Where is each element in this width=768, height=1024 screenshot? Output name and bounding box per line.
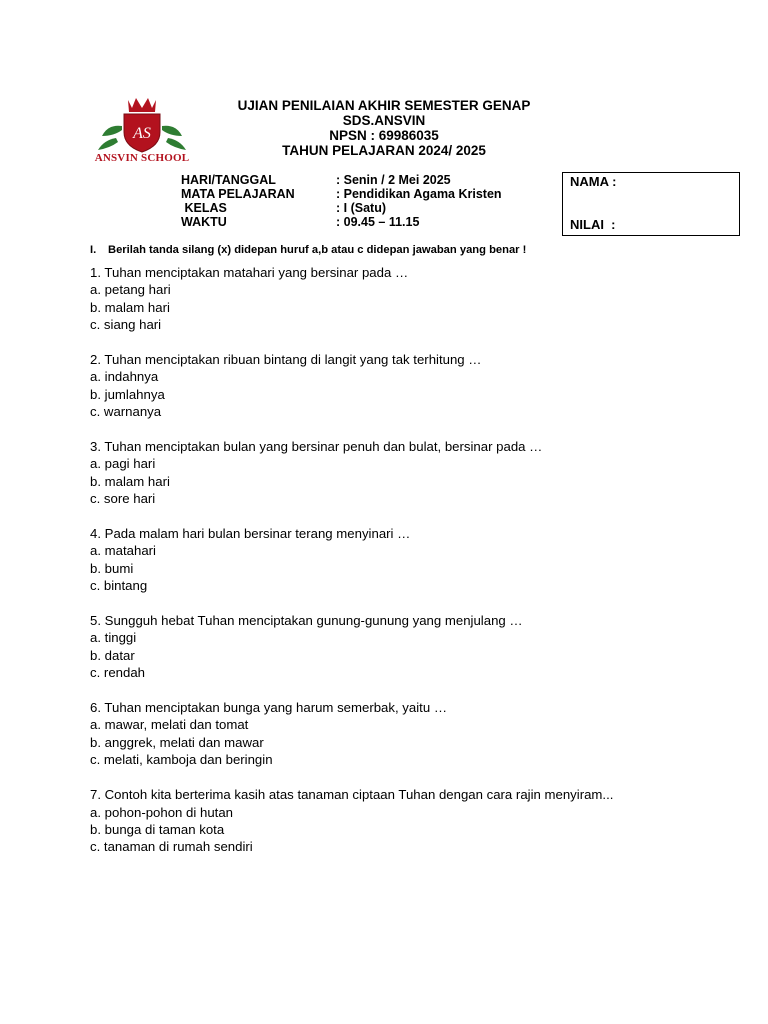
answer-option[interactable]: a. petang hari — [90, 282, 171, 298]
meta-key: KELAS — [181, 201, 227, 215]
answer-option[interactable]: c. siang hari — [90, 317, 162, 333]
answer-option[interactable]: a. pagi hari — [90, 456, 156, 472]
question — [90, 612, 678, 682]
question — [90, 264, 678, 334]
answer-option[interactable]: a. indahnya — [90, 369, 159, 385]
monogram: AS — [133, 125, 151, 142]
question-stem: 2. Tuhan menciptakan ribuan bintang di langit yang tak terhitung … — [90, 352, 482, 368]
question-stem: 3. Tuhan menciptakan bulan yang bersinar penuh dan bulat, bersinar pada … — [90, 439, 543, 455]
meta-key: HARI/TANGGAL — [181, 173, 276, 187]
answer-option[interactable]: c. rendah — [90, 665, 145, 681]
question — [90, 699, 678, 769]
answer-option[interactable]: b. jumlahnya — [90, 386, 165, 402]
meta-value: : Pendidikan Agama Kristen — [336, 187, 502, 201]
question-list — [90, 264, 678, 873]
instruction — [90, 244, 526, 256]
question-stem: 4. Pada malam hari bulan bersinar terang menyinari … — [90, 526, 411, 542]
answer-option[interactable]: a. mawar, melati dan tomat — [90, 717, 249, 733]
meta-row — [181, 173, 502, 187]
meta-row — [181, 187, 502, 201]
answer-option[interactable]: a. matahari — [90, 543, 156, 559]
nilai-field[interactable]: NILAI : — [570, 217, 616, 232]
section-number: I. — [90, 244, 97, 256]
question — [90, 438, 678, 508]
academic-year: TAHUN PELAJARAN 2024/ 2025 — [282, 143, 486, 158]
answer-option[interactable]: c. bintang — [90, 578, 148, 594]
meta-key: MATA PELAJARAN — [181, 187, 295, 201]
answer-option[interactable]: c. melati, kamboja dan beringin — [90, 752, 273, 768]
question — [90, 786, 678, 856]
answer-option[interactable]: b. malam hari — [90, 473, 170, 489]
answer-option[interactable]: b. bumi — [90, 560, 134, 576]
answer-option[interactable]: b. anggrek, melati dan mawar — [90, 734, 264, 750]
question — [90, 525, 678, 595]
answer-option[interactable]: c. warnanya — [90, 404, 162, 420]
logo-text: ANSVIN SCHOOL — [94, 152, 190, 164]
answer-option[interactable]: a. pohon-pohon di hutan — [90, 804, 233, 820]
question — [90, 351, 678, 421]
exam-meta — [181, 173, 502, 229]
exam-header — [150, 98, 618, 158]
meta-value: : I (Satu) — [336, 201, 386, 215]
meta-value: : Senin / 2 Mei 2025 — [336, 173, 451, 187]
meta-key: WAKTU — [181, 215, 227, 229]
npsn: NPSN : 69986035 — [329, 128, 439, 143]
instruction-text: Berilah tanda silang (x) didepan huruf a,b atau c didepan jawaban yang benar ! — [108, 244, 527, 256]
answer-option[interactable]: b. malam hari — [90, 299, 170, 315]
name-score-box — [562, 172, 740, 236]
meta-value: : 09.45 – 11.15 — [336, 215, 420, 229]
answer-option[interactable]: b. bunga di taman kota — [90, 821, 225, 837]
answer-option[interactable]: c. tanaman di rumah sendiri — [90, 839, 253, 855]
question-stem: 6. Tuhan menciptakan bunga yang harum semerbak, yaitu … — [90, 700, 448, 716]
answer-option[interactable]: b. datar — [90, 647, 135, 663]
nama-field[interactable]: NAMA : — [570, 174, 617, 189]
school-name: SDS.ANSVIN — [342, 113, 426, 128]
answer-option[interactable]: c. sore hari — [90, 491, 156, 507]
answer-option[interactable]: a. tinggi — [90, 630, 137, 646]
exam-title: UJIAN PENILAIAN AKHIR SEMESTER GENAP — [237, 98, 531, 113]
meta-row — [181, 215, 502, 229]
question-stem: 7. Contoh kita berterima kasih atas tanaman ciptaan Tuhan dengan cara rajin menyiram... — [90, 787, 614, 803]
question-stem: 5. Sungguh hebat Tuhan menciptakan gunung-gunung yang menjulang … — [90, 613, 523, 629]
meta-row — [181, 201, 502, 215]
question-stem: 1. Tuhan menciptakan matahari yang bersinar pada … — [90, 265, 409, 280]
